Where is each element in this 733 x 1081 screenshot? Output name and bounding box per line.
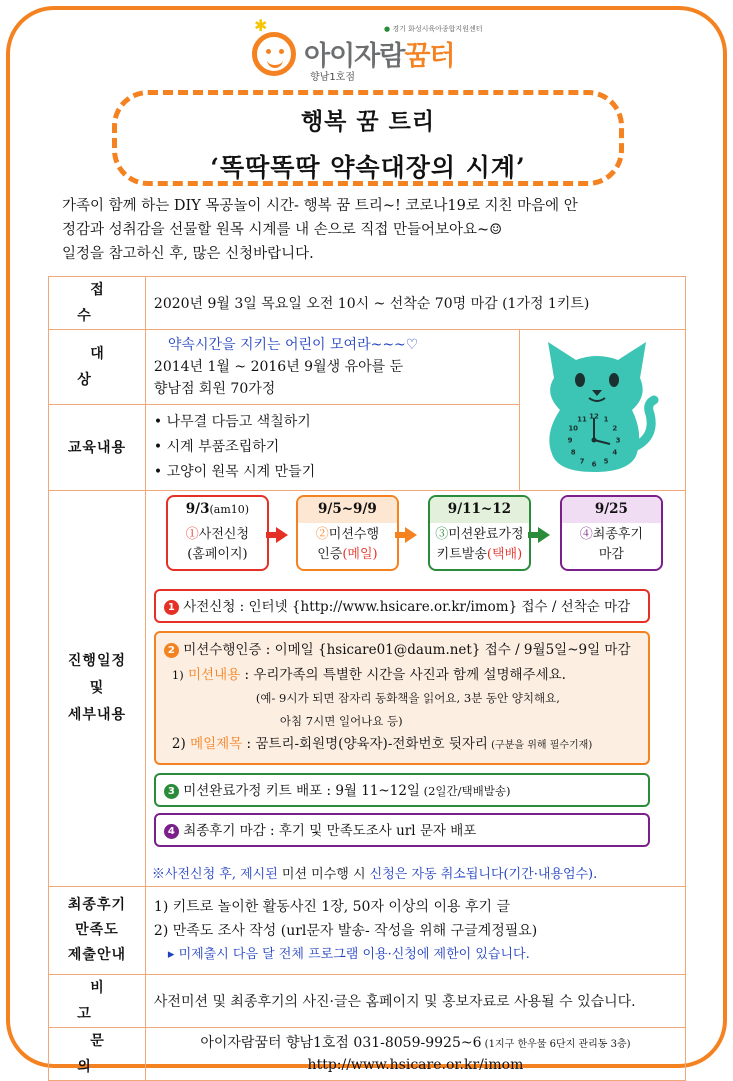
box-3-text: 미션완료가정 키트 배포 : 9월 11~12일 <box>183 783 420 799</box>
clock-number: 4 <box>612 448 618 457</box>
sub1-text: : 우리가족의 특별한 시간을 사진과 함께 설명해주세요. <box>240 667 566 683</box>
education-item: • 시계 부품조립하기 <box>154 435 511 460</box>
target-text <box>145 330 519 405</box>
detail-box-4 <box>154 813 650 847</box>
final-line: 1) 키트로 놀이한 활동사진 1장, 50자 이상의 이용 후기 글 <box>153 898 510 915</box>
number-4-icon: 4 <box>164 824 179 839</box>
step-4-line1: 최종후기 <box>592 527 644 542</box>
logo-branch: 향남1호점 <box>310 72 356 83</box>
title-line-1: 행복 꿈 트리 <box>300 108 436 135</box>
intro-text <box>62 194 682 266</box>
label-line: 세부내용 <box>67 707 126 723</box>
notice-part: 미션 미수행 시 <box>281 867 366 882</box>
step-4 <box>560 495 663 571</box>
clock-number: 11 <box>577 415 587 424</box>
intro-line: 가족이 함께 하는 DIY 목공놀이 시간- 행복 꿈 트리~! 코로나19로 지친 마음에 안 <box>62 198 578 214</box>
step-4-line2: 마감 <box>598 547 624 562</box>
schedule-content <box>145 491 685 887</box>
example-line-2: 아침 7시면 일어나요 등) <box>279 714 403 728</box>
sub-num: 2) <box>171 736 186 752</box>
sub2-text: : 꿈트리-회원명(양육자)-전화번호 뒷자리 <box>242 736 488 752</box>
box-4-text: 최종후기 마감 : 후기 및 만족도조사 url 문자 배포 <box>183 823 477 839</box>
intro-line: 일정을 참고하신 후, 많은 신청바랍니다. <box>62 246 314 262</box>
sub1-key: 미션내용 <box>188 667 241 683</box>
label-reception: 접수 <box>49 277 146 330</box>
sub2-note: (구분을 위해 필수기재) <box>487 740 593 751</box>
cat-clock-cell <box>520 330 686 491</box>
step-3-line2: 키트발송 <box>436 547 487 562</box>
label-final <box>49 887 146 975</box>
clock-number: 9 <box>567 436 573 445</box>
target-line: 향남점 회원 70가정 <box>153 381 276 397</box>
label-schedule <box>49 491 146 887</box>
education-item: • 고양이 원목 시계 만들기 <box>154 460 511 485</box>
clock-number: 5 <box>603 457 609 466</box>
row-target <box>49 330 686 405</box>
inquiry-url[interactable]: http://www.hsicare.or.kr/imom <box>307 1057 524 1073</box>
label-inquiry: 문의 <box>49 1028 146 1081</box>
row-reception <box>49 277 686 330</box>
education-item: • 나무결 다듬고 색칠하기 <box>154 410 511 435</box>
step-2-num: ② <box>315 527 329 542</box>
clock-number: 2 <box>612 424 618 433</box>
row-schedule <box>49 491 686 887</box>
notice-part: 신청은 자동 취소됩니다(기간·내용엄수). <box>365 867 598 882</box>
step-3 <box>428 495 531 571</box>
detail-box-1 <box>154 589 650 623</box>
label-line: 및 <box>89 680 105 696</box>
remark-text: 사전미션 및 최종후기의 사진·글은 홈페이지 및 홍보자료로 사용될 수 있습니다. <box>145 975 685 1028</box>
logo-org: ● 경기 화성시육아종합지원센터 <box>384 25 483 33</box>
example-line-1: (예- 9시가 되면 잠자리 동화책을 읽어요, 3분 동안 양치해요, <box>255 691 560 705</box>
sub2-key: 메일제목 <box>190 736 243 752</box>
final-content <box>145 887 685 975</box>
logo <box>252 16 492 84</box>
step-4-body <box>562 523 661 565</box>
number-1-icon: 1 <box>164 600 179 615</box>
step-3-line2-accent: (택배) <box>486 547 523 562</box>
label-line: 만족도 <box>75 922 119 938</box>
schedule-flow <box>146 491 685 882</box>
clock-number: 6 <box>591 460 597 469</box>
title-line-2: ‘똑딱똑딱 약속대장의 시계’ <box>210 153 526 182</box>
step-2 <box>296 495 399 571</box>
step-2-line2: 인증 <box>317 547 343 562</box>
step-1-date: 9/3(am10) <box>185 501 250 517</box>
notice-part: ※사전신청 후, 제시된 <box>151 867 282 882</box>
step-2-line1: 미션수행 <box>328 527 380 542</box>
label-line: 진행일정 <box>67 653 126 669</box>
number-2-icon: 2 <box>164 643 179 658</box>
arrow-right-icon <box>276 527 288 543</box>
inquiry-phone: 아이자람꿈터 향남1호점 031-8059-9925~6 <box>200 1035 482 1051</box>
info-table <box>48 276 686 1081</box>
title-box <box>112 90 624 186</box>
label-line: 제출안내 <box>67 947 126 963</box>
box-3-note: (2일간/택배발송) <box>419 784 511 798</box>
clock-number: 7 <box>579 457 585 466</box>
label-remark: 비고 <box>49 975 146 1028</box>
detail-box-2 <box>154 631 650 765</box>
row-final <box>49 887 686 975</box>
step-2-date: 9/5~9/9 <box>298 497 397 523</box>
step-1-line2: (홈페이지) <box>187 547 248 562</box>
clock-number: 12 <box>589 412 599 421</box>
star-icon: ✱ <box>254 16 268 35</box>
box-1-text: 사전신청 : 인터넷 {http://www.hsicare.or.kr/imom} 접수 / 선착순 마감 <box>183 599 631 615</box>
reception-text: 2020년 9월 3일 목요일 오전 10시 ~ 선착순 70명 마감 (1가정 1키트) <box>145 277 685 330</box>
label-target: 대상 <box>49 330 146 405</box>
row-inquiry <box>49 1028 686 1081</box>
inquiry-content <box>145 1028 685 1081</box>
step-1-num: ① <box>185 527 199 542</box>
step-1-body <box>168 523 267 565</box>
clock-number: 3 <box>615 436 621 445</box>
label-education: 교육내용 <box>49 405 146 491</box>
clock-number: 10 <box>568 424 579 433</box>
cancel-notice <box>152 863 597 882</box>
arrow-right-icon <box>538 527 550 543</box>
sub-num: 1) <box>171 668 184 682</box>
step-1 <box>166 495 269 571</box>
step-2-body <box>298 523 397 565</box>
final-line: 2) 만족도 조사 작성 (url문자 발송- 작성을 위해 구글계정필요) <box>153 922 538 939</box>
logo-name: 아이자람꿈터 <box>304 41 455 72</box>
clock-number: 1 <box>603 415 609 424</box>
label-line: 최종후기 <box>67 897 126 913</box>
step-3-date: 9/11~12 <box>430 497 529 523</box>
final-warning: ▸ 미제출시 다음 달 전체 프로그램 이용·신청에 제한이 있습니다. <box>167 946 530 962</box>
cat-clock-image <box>532 338 662 478</box>
inquiry-address: (1지구 한우물 6단지 관리동 3층) <box>481 1039 631 1050</box>
step-3-line1: 미션완료가정 <box>448 527 524 542</box>
arrow-right-icon <box>405 527 417 543</box>
clock-number: 8 <box>570 448 576 457</box>
box-2-title: 미션수행인증 : 이메일 {hsicare01@daum.net} 접수 / 9월5일~9일 마감 <box>183 642 631 658</box>
intro-line: 정감과 성취감을 선물할 원목 시계를 내 손으로 직접 만들어보아요~☺ <box>62 222 503 238</box>
detail-box-3 <box>154 773 650 807</box>
education-list <box>145 405 519 491</box>
smiley-face-icon <box>252 32 296 76</box>
step-2-line2-accent: (메일) <box>342 547 378 562</box>
step-4-date: 9/25 <box>562 497 661 523</box>
target-line: 2014년 1월 ~ 2016년 9월생 유아를 둔 <box>153 359 404 375</box>
row-remark <box>49 975 686 1028</box>
step-3-num: ③ <box>435 527 449 542</box>
number-3-icon: 3 <box>164 784 179 799</box>
step-4-num: ④ <box>579 527 593 542</box>
step-1-line1: 사전신청 <box>198 527 250 542</box>
target-highlight: 약속시간을 지키는 어린이 모여라~~~♡ <box>167 337 419 353</box>
step-3-body <box>430 523 529 565</box>
